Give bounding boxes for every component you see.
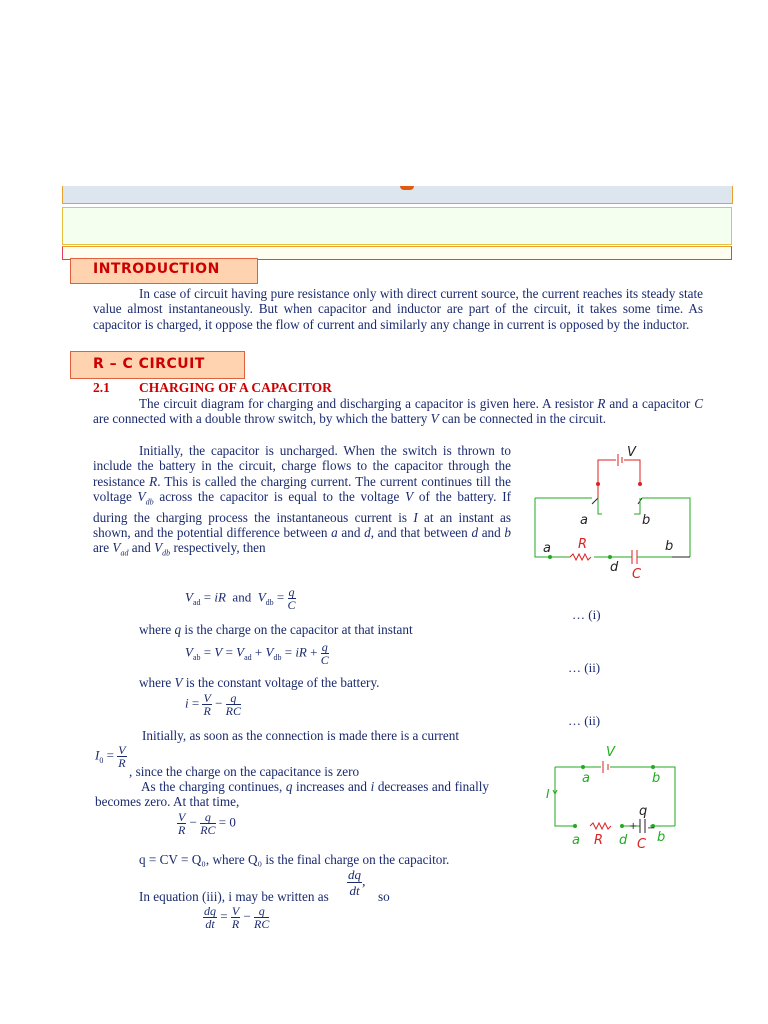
subheading bbox=[93, 380, 332, 396]
eq2-label: … (ii) bbox=[568, 660, 601, 675]
final-charge-text: q = CV = Q₀, where Q₀ is the final charge on the capacitor. bbox=[139, 852, 450, 867]
d2-label-b: b bbox=[657, 830, 666, 845]
banner-box bbox=[62, 207, 732, 245]
d1-label-a-top: a bbox=[580, 513, 588, 528]
d2-label-a-top: a bbox=[582, 771, 590, 786]
d1-label-d: d bbox=[610, 560, 619, 575]
intro-heading: INTRODUCTION bbox=[70, 258, 258, 284]
d2-label-b-top: b bbox=[652, 771, 661, 786]
d2-label-C: C bbox=[637, 837, 647, 852]
in-equation-text: In equation (iii), i may be written as bbox=[139, 889, 329, 904]
equation-1: $V_{ad}$ = iR and $V_{db}$ = $\frac{q}{C}$ bbox=[185, 585, 296, 612]
initially-paragraph: Initially, the capacitor is uncharged. When the switch is thrown to include the battery in the circuit, charge flows to the capacitor through the resistance R. This is called the charging current. The current continues till the voltage $V_{db}$ across the capacitor is equal to the voltage V of the battery. If during the charging process the instantaneous current is I at an instant as shown, and the potential difference between a and d, and that between d and b are $V_{ad}$ and $V_{db}$ respectively, then bbox=[93, 443, 511, 559]
intro-paragraph: In case of circuit having pure resistance only with direct current source, the current reaches its steady state value almost instantaneously. But when capacitor and inductor are part of the circuit, it takes some time. As capacitor is charged, it oppose the flow of current and similarly any change in current is opposed by the inductor. bbox=[93, 286, 703, 332]
banner-accent bbox=[400, 186, 414, 190]
d2-label-q: q bbox=[639, 804, 648, 819]
d2-label-V: V bbox=[606, 745, 615, 760]
initially-current-text: Initially, as soon as the connection is made there is a current bbox=[142, 728, 460, 743]
d2-label-R: R bbox=[594, 833, 604, 848]
equation-3: i = $\frac{V}{R}$ − $\frac{q}{RC}$ bbox=[185, 691, 241, 718]
where-q-text: where q is the charge on the capacitor at that instant bbox=[139, 622, 413, 637]
subheading-number: 2.1 bbox=[93, 380, 110, 395]
equation-zero: $\frac{V}{R}$ − $\frac{q}{RC}$ = 0 bbox=[178, 810, 236, 837]
where-v-text: where V is the constant voltage of the battery. bbox=[139, 675, 380, 690]
circuit-diagram-2 bbox=[540, 740, 680, 852]
subheading-title: CHARGING OF A CAPACITOR bbox=[139, 380, 332, 395]
d1-label-R: R bbox=[578, 537, 588, 552]
circuit-description: The circuit diagram for charging and discharging a capacitor is given here. A resistor R and a capacitor C are connected with a double throw switch, by which the battery V can be connected in the circuit. bbox=[93, 396, 703, 427]
d1-label-C: C bbox=[632, 567, 642, 582]
d1-label-a: a bbox=[543, 541, 551, 556]
eq1-label: … (i) bbox=[572, 607, 601, 622]
rc-heading: R – C CIRCUIT bbox=[70, 351, 245, 379]
as-charging-text: As the charging continues, q increases and i decreases and finally becomes zero. At that time, bbox=[95, 779, 489, 810]
d1-label-b: b bbox=[665, 539, 674, 554]
since-charge-text: , since the charge on the capacitance is zero bbox=[129, 764, 360, 779]
d2-label-a: a bbox=[572, 833, 580, 848]
i0-expression: $I_0$ = $\frac{V}{R}$ bbox=[95, 743, 126, 770]
svg-text:+: + bbox=[629, 821, 638, 832]
eq3-label: … (ii) bbox=[568, 713, 601, 728]
dq-dt-inline: $\frac{dq}{dt}$ , bbox=[348, 867, 366, 898]
circuit-diagram-1 bbox=[530, 440, 700, 585]
d2-label-I: I bbox=[546, 787, 550, 801]
top-banner bbox=[62, 186, 733, 204]
equation-dqdt: $\frac{dq}{dt}$ = $\frac{V}{R}$ − $\frac{q}{RC}$ bbox=[204, 904, 270, 931]
so-text: so bbox=[378, 889, 390, 904]
svg-text:−: − bbox=[647, 823, 656, 834]
d1-label-V: V bbox=[627, 445, 636, 460]
d2-label-d: d bbox=[619, 833, 628, 848]
d1-label-b-top: b bbox=[642, 513, 651, 528]
equation-2: $V_{ab} = V = V_{ad} + V_{db}$ = iR + $\frac{q}{C}$ bbox=[185, 640, 329, 667]
